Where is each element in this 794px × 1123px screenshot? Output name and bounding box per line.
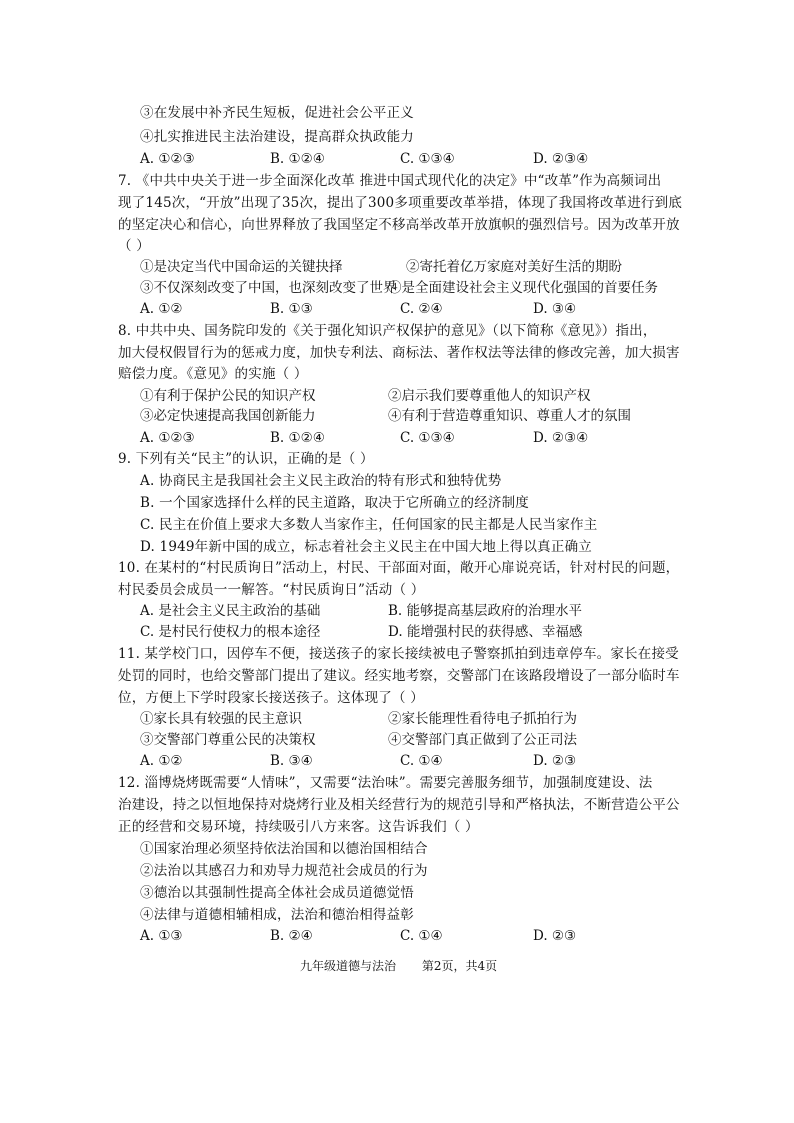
q7-stem-line: （ ） — [118, 238, 150, 254]
choice-c: C. ①③④ — [400, 151, 455, 167]
q8-stem-line: 8. 中共中央、国务院印发的《关于强化知识产权保护的意见》（以下简称《意见》）指出， — [118, 323, 657, 339]
q8-item-2: ②启示我们要尊重他人的知识产权 — [388, 388, 591, 404]
q7-stem-line: 的坚定决心和信心，向世界释放了我国坚定不移高举改革开放旗帜的强烈信号。因为改革开放 — [118, 217, 680, 233]
q6-choices — [140, 150, 680, 168]
q11-stem-line: 位，方便上下学时段家长接送孩子。这体现了（ ） — [118, 690, 424, 706]
choice-c: C. ①④ — [400, 753, 443, 769]
q7-item-2: ②寄托着亿万家庭对美好生活的期盼 — [406, 259, 622, 275]
q8-choices — [140, 429, 680, 447]
q6-item-3: ③在发展中补齐民生短板，促进社会公平正义 — [140, 105, 414, 121]
q10-option-a: A. 是社会主义民主政治的基础 — [140, 603, 321, 619]
q7-item-3: ③不仅深刻改变了中国，也深刻改变了世界 — [140, 280, 397, 296]
q8-stem-line: 赔偿力度。《意见》的实施（ ） — [118, 366, 308, 382]
q10-options-row — [140, 623, 700, 641]
q10-option-c: C. 是村民行使权力的根本途径 — [140, 624, 321, 640]
q12-item-2: ②法治以其感召力和劝导力规范社会成员的行为 — [140, 863, 428, 879]
q11-stem-line: 11. 某学校门口，因停车不便，接送孩子的家长接续被电子警察抓拍到违章停车。家长在接受 — [118, 646, 679, 662]
q9-option-a: A. 协商民主是我国社会主义民主政治的特有形式和独特优势 — [140, 473, 502, 489]
q6-item-4: ④扎实推进民主法治建设，提高群众执政能力 — [140, 129, 414, 145]
q8-item-4: ④有利于营造尊重知识、尊重人才的氛围 — [388, 408, 631, 424]
q8-stem-line: 加大侵权假冒行为的惩戒力度，加快专利法、商标法、著作权法等法律的修改完善，加大损害 — [118, 345, 680, 361]
q11-item-3: ③交警部门尊重公民的决策权 — [140, 732, 316, 748]
choice-b: B. ②④ — [270, 928, 313, 944]
page-footer — [300, 958, 519, 974]
q8-item-1: ①有利于保护公民的知识产权 — [140, 388, 316, 404]
q7-items-row — [140, 279, 700, 297]
choice-d: D. ②③④ — [533, 151, 589, 167]
q10-options-row — [140, 602, 700, 620]
choice-a: A. ①②③ — [140, 430, 195, 446]
q8-items-row — [140, 387, 700, 405]
q12-choices — [140, 927, 680, 945]
choice-d: D. ②③④ — [533, 430, 589, 446]
q12-item-1: ①国家治理必须坚持依法治国和以德治国相结合 — [140, 841, 428, 857]
q9-stem: 9. 下列有关“民主”的认识，正确的是（ ） — [118, 451, 374, 467]
q11-stem-line: 处罚的同时，也给交警部门提出了建议。经实地考察，交警部门在该路段增设了一部分临时车 — [118, 668, 680, 684]
q11-items-row — [140, 731, 700, 749]
choice-a: A. ①②③ — [140, 151, 195, 167]
choice-c: C. ②④ — [400, 301, 443, 317]
q11-choices — [140, 752, 680, 770]
choice-c: C. ①④ — [400, 928, 443, 944]
q8-items-row — [140, 407, 700, 425]
q12-stem-line: 治建设，持之以恒地保持对烧烤行业及相关经营行为的规范引导和严格执法，不断营造公平公 — [118, 797, 680, 813]
choice-d: D. ②③ — [533, 928, 577, 944]
q8-item-3: ③必定快速提高我国创新能力 — [140, 408, 316, 424]
q12-item-3: ③德治以其强制性提高全体社会成员道德觉悟 — [140, 885, 414, 901]
q10-stem-line: 10. 在某村的“村民质询日”活动上，村民、干部面对面，敞开心扉说亮话，针对村民的问题， — [118, 560, 680, 576]
q10-option-d: D. 能增强村民的获得感、幸福感 — [388, 624, 583, 640]
q9-option-c: C. 民主在价值上要求大多数人当家作主，任何国家的民主都是人民当家作主 — [140, 517, 598, 533]
q12-stem-line: 正的经营和交易环境，持续吸引八方来客。这告诉我们（ ） — [118, 819, 479, 835]
q12-stem-line: 12. 淄博烧烤既需要“人情味”，又需要“法治味”。需要完善服务细节，加强制度建设、法 — [118, 775, 653, 791]
q7-item-1: ①是决定当代中国命运的关键抉择 — [140, 259, 343, 275]
choice-b: B. ①③ — [270, 301, 313, 317]
q7-stem-line: 7. 《中共中央关于进一步全面深化改革 推进中国式现代化的决定》中“改革”作为高频词出 — [118, 173, 662, 189]
choice-c: C. ①③④ — [400, 430, 455, 446]
choice-d: D. ②③ — [533, 753, 577, 769]
q11-item-1: ①家长具有较强的民主意识 — [140, 711, 302, 727]
footer-subject: 九年级道德与法治 — [300, 959, 397, 973]
choice-b: B. ①②④ — [270, 430, 325, 446]
q9-option-d: D. 1949年新中国的成立，标志着社会主义民主在中国大地上得以真正确立 — [140, 539, 592, 555]
q12-item-4: ④法律与道德相辅相成，法治和德治相得益彰 — [140, 907, 414, 923]
q11-items-row — [140, 710, 700, 728]
q7-choices — [140, 300, 680, 318]
q11-item-4: ④交警部门真正做到了公正司法 — [388, 732, 577, 748]
footer-page-number: 第2页，共4页 — [421, 959, 498, 973]
q7-stem-line: 现了145次，“开放”出现了35次，提出了300多项重要改革举措，体现了我国将改革进行到底 — [118, 195, 683, 211]
q10-option-b: B. 能够提高基层政府的治理水平 — [388, 603, 583, 619]
q10-stem-line: 村民委员会成员一一解答。“村民质询日”活动（ ） — [118, 582, 425, 598]
q9-option-b: B. 一个国家选择什么样的民主道路，取决于它所确立的经济制度 — [140, 495, 530, 511]
q7-item-4: ④是全面建设社会主义现代化强国的首要任务 — [388, 280, 658, 296]
choice-a: A. ①③ — [140, 928, 183, 944]
choice-a: A. ①② — [140, 301, 183, 317]
choice-b: B. ①②④ — [270, 151, 325, 167]
q11-item-2: ②家长能理性看待电子抓拍行为 — [388, 711, 577, 727]
choice-d: D. ③④ — [533, 301, 577, 317]
choice-b: B. ③④ — [270, 753, 313, 769]
q7-items-row — [140, 258, 700, 276]
choice-a: A. ①② — [140, 753, 183, 769]
